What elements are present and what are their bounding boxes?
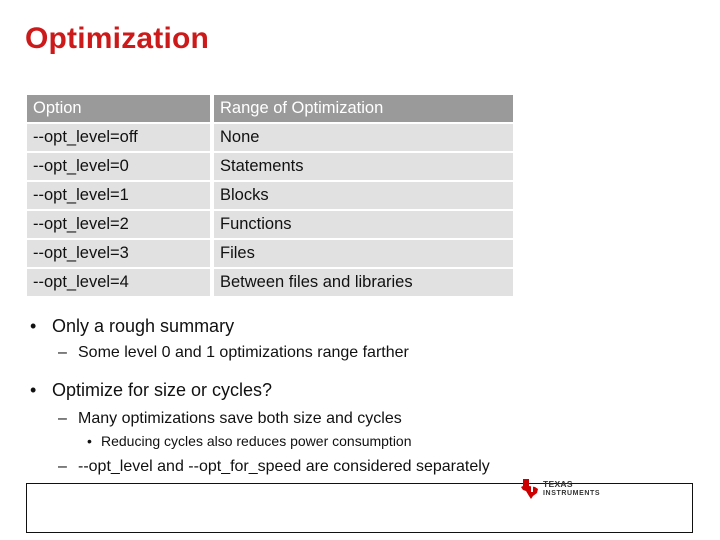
option-cell: --opt_level=3 xyxy=(27,240,214,267)
sub-bullet-text: Many optimizations save both size and cycles xyxy=(78,410,402,427)
dash-icon: – xyxy=(58,410,67,427)
option-cell: --opt_level=4 xyxy=(27,269,214,296)
dash-icon: – xyxy=(58,344,67,361)
sub-sub-bullet-item xyxy=(87,433,412,449)
logo-line1: TEXAS xyxy=(543,479,573,489)
option-cell: --opt_level=0 xyxy=(27,153,214,180)
range-cell: Blocks xyxy=(214,182,513,209)
sub-bullet-text: --opt_level and --opt_for_speed are considered separately xyxy=(78,458,490,475)
table-row xyxy=(27,269,513,296)
table-row xyxy=(27,124,513,151)
range-cell: Files xyxy=(214,240,513,267)
bullet-item xyxy=(30,380,272,401)
option-cell: --opt_level=off xyxy=(27,124,214,151)
range-cell: Functions xyxy=(214,211,513,238)
optimization-table xyxy=(27,93,513,298)
range-cell: None xyxy=(214,124,513,151)
option-cell: --opt_level=1 xyxy=(27,182,214,209)
bullet-dot-icon: • xyxy=(30,316,37,336)
table-row xyxy=(27,153,513,180)
table-row xyxy=(27,211,513,238)
range-cell: Between files and libraries xyxy=(214,269,513,296)
sub-sub-bullet-text: Reducing cycles also reduces power consumption xyxy=(101,433,412,449)
logo-text xyxy=(543,480,600,498)
table-row xyxy=(27,240,513,267)
bullet-text: Only a rough summary xyxy=(52,316,235,336)
option-cell: --opt_level=2 xyxy=(27,211,214,238)
range-cell: Statements xyxy=(214,153,513,180)
header-range: Range of Optimization xyxy=(214,95,513,122)
sub-bullet-text: Some level 0 and 1 optimizations range farther xyxy=(78,344,409,361)
bullet-item xyxy=(30,316,234,337)
logo-line2: INSTRUMENTS xyxy=(543,490,601,497)
table-row xyxy=(27,182,513,209)
header-option: Option xyxy=(27,95,214,122)
texas-state-icon xyxy=(520,478,540,500)
bullet-dot-icon: • xyxy=(30,380,37,400)
bullet-text: Optimize for size or cycles? xyxy=(52,380,273,400)
table-header-row xyxy=(27,95,513,122)
side-watermark xyxy=(700,448,710,498)
dash-icon: – xyxy=(58,458,67,475)
sub-bullet-item xyxy=(58,344,409,362)
ti-logo xyxy=(520,478,600,500)
sub-bullet-item xyxy=(58,458,490,476)
bullet-dot-icon: • xyxy=(87,433,92,449)
slide-title: Optimization xyxy=(25,22,210,55)
sub-bullet-item xyxy=(58,410,402,428)
